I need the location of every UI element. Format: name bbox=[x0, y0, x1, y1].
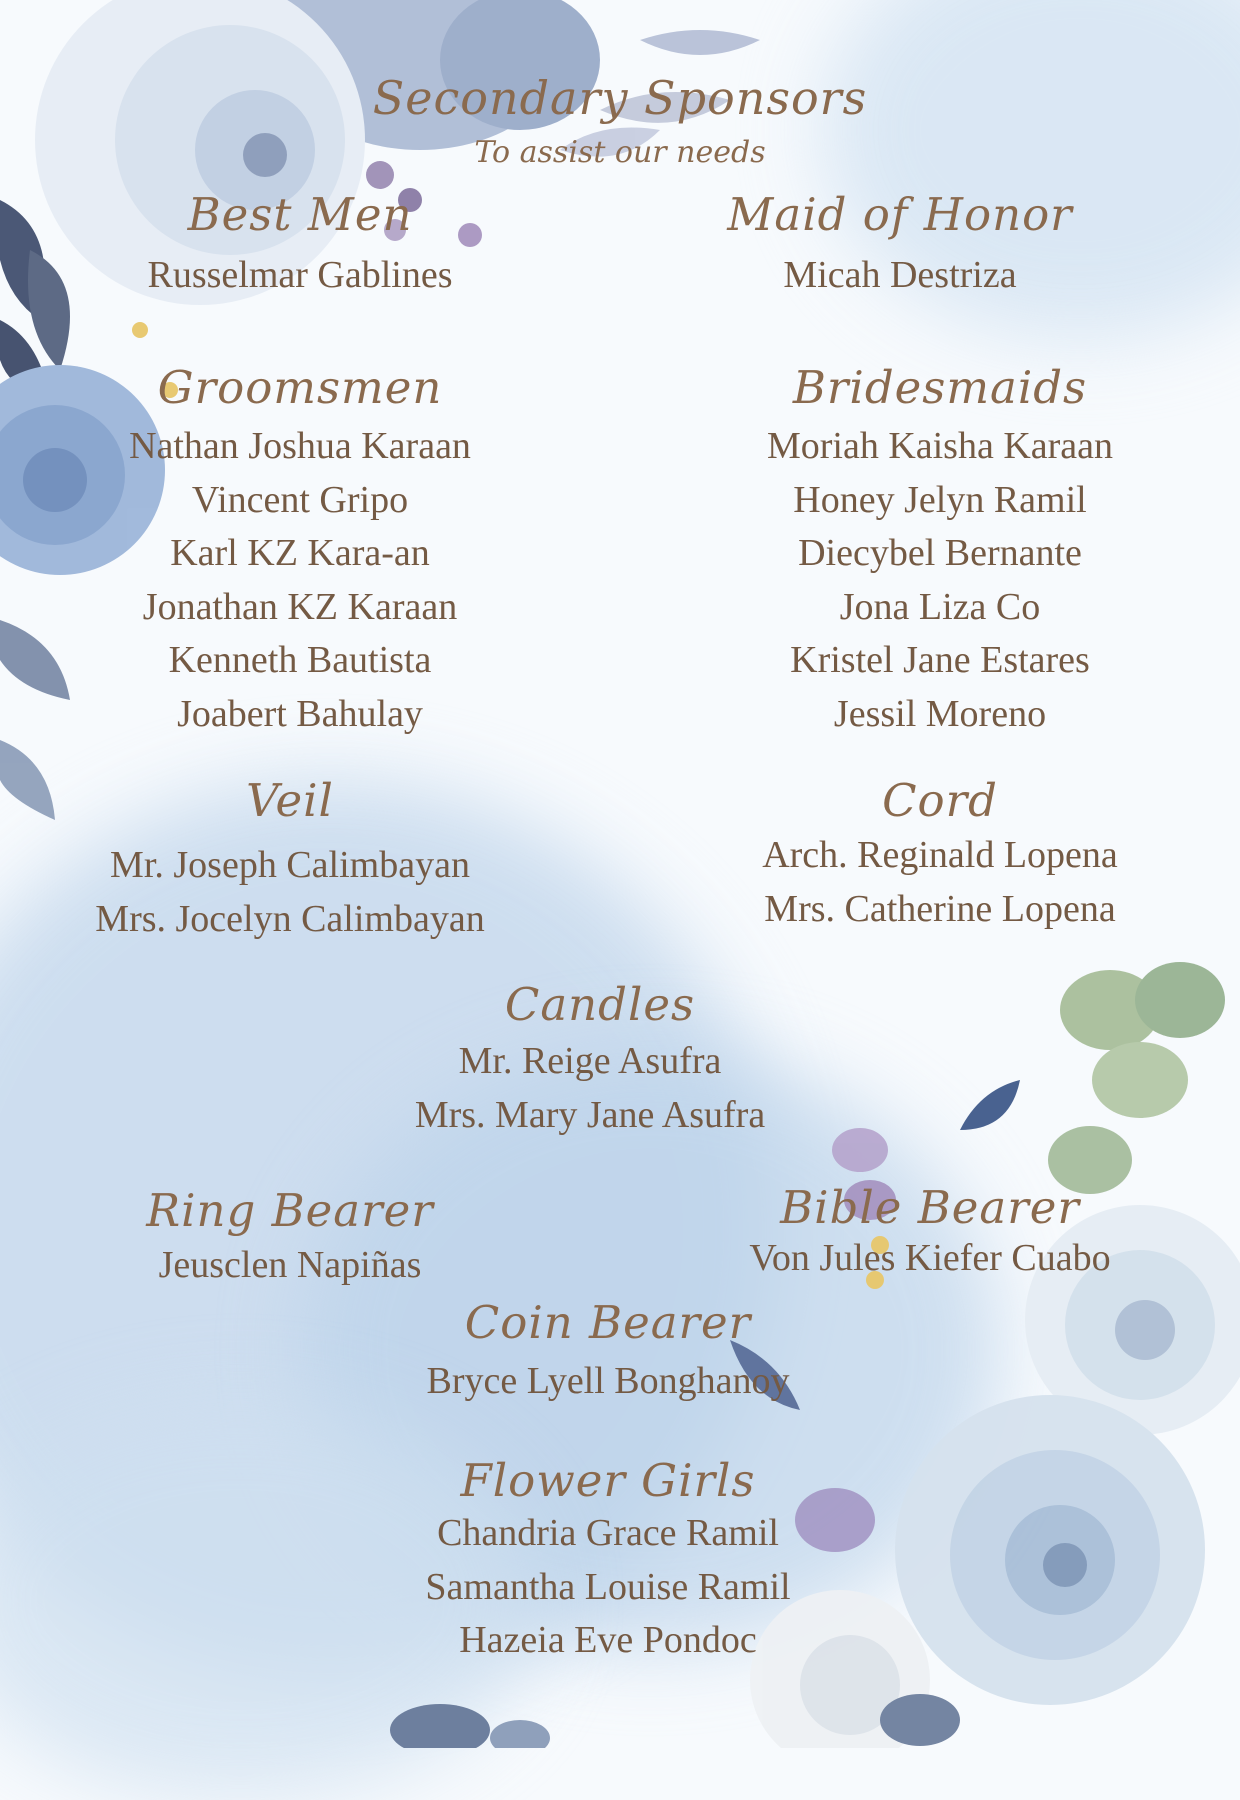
flower-girls-heading: Flower Girls bbox=[460, 1454, 756, 1507]
veil-section bbox=[40, 774, 540, 946]
bridesmaid-name: Jessil Moreno bbox=[833, 692, 1047, 735]
coin-bearer-heading: Coin Bearer bbox=[464, 1296, 752, 1349]
groomsmen-heading: Groomsmen bbox=[157, 361, 443, 414]
groomsman-name: Joabert Bahulay bbox=[177, 692, 423, 735]
veil-sponsor-name: Mrs. Jocelyn Calimbayan bbox=[95, 897, 485, 940]
cord-sponsor-name: Arch. Reginald Lopena bbox=[762, 834, 1118, 876]
bridesmaid-name: Moriah Kaisha Karaan bbox=[766, 425, 1114, 467]
bible-bearer-heading: Bible Bearer bbox=[780, 1181, 1080, 1234]
groomsmen-section bbox=[50, 361, 550, 741]
veil-sponsor-name: Mr. Joseph Calimbayan bbox=[110, 844, 470, 886]
bridesmaids-heading: Bridesmaids bbox=[792, 361, 1088, 414]
maid-of-honor-heading: Maid of Honor bbox=[727, 188, 1073, 241]
page-title: Secondary Sponsors bbox=[372, 71, 868, 125]
flower-girls-section bbox=[358, 1454, 858, 1668]
candles-sponsor-name: Mrs. Mary Jane Asufra bbox=[414, 1093, 766, 1136]
bridesmaid-name: Jona Liza Co bbox=[839, 585, 1041, 628]
cord-section bbox=[690, 774, 1190, 936]
bridesmaid-name: Honey Jelyn Ramil bbox=[793, 478, 1087, 521]
candles-section bbox=[340, 978, 840, 1142]
maid-of-honor-section bbox=[680, 188, 1120, 303]
cord-heading: Cord bbox=[882, 774, 998, 827]
ring-bearer-heading: Ring Bearer bbox=[146, 1184, 434, 1237]
groomsman-name: Jonathan KZ Karaan bbox=[142, 585, 458, 628]
coin-bearer-section bbox=[358, 1296, 858, 1409]
candles-heading: Candles bbox=[504, 978, 696, 1031]
candles-sponsor-name: Mr. Reige Asufra bbox=[458, 1040, 722, 1082]
groomsman-name: Kenneth Bautista bbox=[168, 639, 432, 681]
groomsman-name: Nathan Joshua Karaan bbox=[129, 425, 471, 467]
groomsman-name: Karl KZ Kara-an bbox=[170, 532, 430, 574]
title-block bbox=[370, 71, 870, 170]
flower-girl-name: Hazeia Eve Pondoc bbox=[459, 1619, 757, 1661]
best-men-name: Russelmar Gablines bbox=[147, 254, 453, 296]
groomsman-name: Vincent Gripo bbox=[191, 478, 409, 521]
best-men-section bbox=[50, 188, 550, 303]
flower-girl-name: Samantha Louise Ramil bbox=[425, 1565, 791, 1608]
veil-heading: Veil bbox=[246, 774, 334, 827]
cord-sponsor-name: Mrs. Catherine Lopena bbox=[764, 887, 1116, 930]
best-men-heading: Best Men bbox=[187, 188, 413, 241]
bridesmaid-name: Diecybel Bernante bbox=[798, 532, 1082, 574]
ring-bearer-section bbox=[40, 1184, 540, 1293]
page-subtitle: To assist our needs bbox=[474, 135, 766, 170]
ring-bearer-name: Jeusclen Napiñas bbox=[158, 1244, 422, 1286]
bible-bearer-section bbox=[680, 1181, 1180, 1286]
bridesmaid-name: Kristel Jane Estares bbox=[790, 639, 1090, 681]
bible-bearer-name: Von Jules Kiefer Cuabo bbox=[749, 1237, 1111, 1279]
flower-girl-name: Chandria Grace Ramil bbox=[437, 1512, 779, 1554]
coin-bearer-name: Bryce Lyell Bonghanoy bbox=[426, 1360, 790, 1402]
maid-of-honor-name: Micah Destriza bbox=[783, 254, 1017, 296]
bridesmaids-section bbox=[690, 361, 1190, 741]
